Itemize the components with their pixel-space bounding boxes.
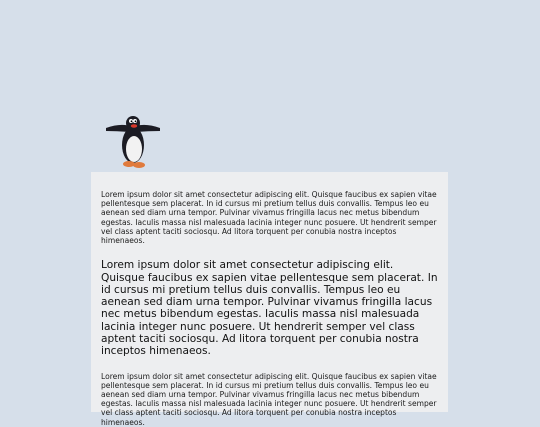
penguin-pupil <box>135 120 137 122</box>
penguin-pupil <box>131 120 133 122</box>
paragraph-small: Lorem ipsum dolor sit amet consectetur adipiscing elit. Quisque faucibus ex sapien vitae pellentesque sem placerat. In id cursus mi pretium tellus duis convallis. Tempus leo eu aenean sed diam urna tempor. Pulvinar vivamus fringilla lacus nec metus bibendum egestas. Iaculis massa nisl malesuada lacinia integer nunc posuere. Ut hendrerit semper vel class aptent taciti sociosqu. Ad litora torquent per conubia nostra inceptos himenaeos. <box>101 371 437 427</box>
penguin-foot <box>123 161 135 167</box>
paragraph-large: Lorem ipsum dolor sit amet consectetur adipiscing elit. Quisque faucibus ex sapien vitae pellentesque sem placerat. In id cursus mi pretium tellus duis convallis. Tempus leo eu aenean sed diam urna tempor. Pulvinar vivamus fringilla lacus nec metus bibendum egestas. Iaculis massa nisl malesuada lacinia integer nunc posuere. Ut hendrerit semper vel class aptent taciti sociosqu. Ad litora torquent per conubia nostra inceptos himenaeos. <box>101 259 438 358</box>
penguin-graphic <box>104 114 162 172</box>
content-card <box>91 172 448 427</box>
paragraph-small: Lorem ipsum dolor sit amet consectetur adipiscing elit. Quisque faucibus ex sapien vitae pellentesque sem placerat. In id cursus mi pretium tellus duis convallis. Tempus leo eu aenean sed diam urna tempor. Pulvinar vivamus fringilla lacus nec metus bibendum egestas. Iaculis massa nisl malesuada lacinia integer nunc posuere. Ut hendrerit semper vel class aptent taciti sociosqu. Ad litora torquent per conubia nostra inceptos himenaeos. <box>101 190 437 246</box>
penguin-belly <box>126 136 142 162</box>
penguin-icon <box>104 114 162 172</box>
penguin-foot <box>133 162 145 168</box>
penguin-beak <box>131 124 137 127</box>
penguin-head <box>126 116 140 130</box>
